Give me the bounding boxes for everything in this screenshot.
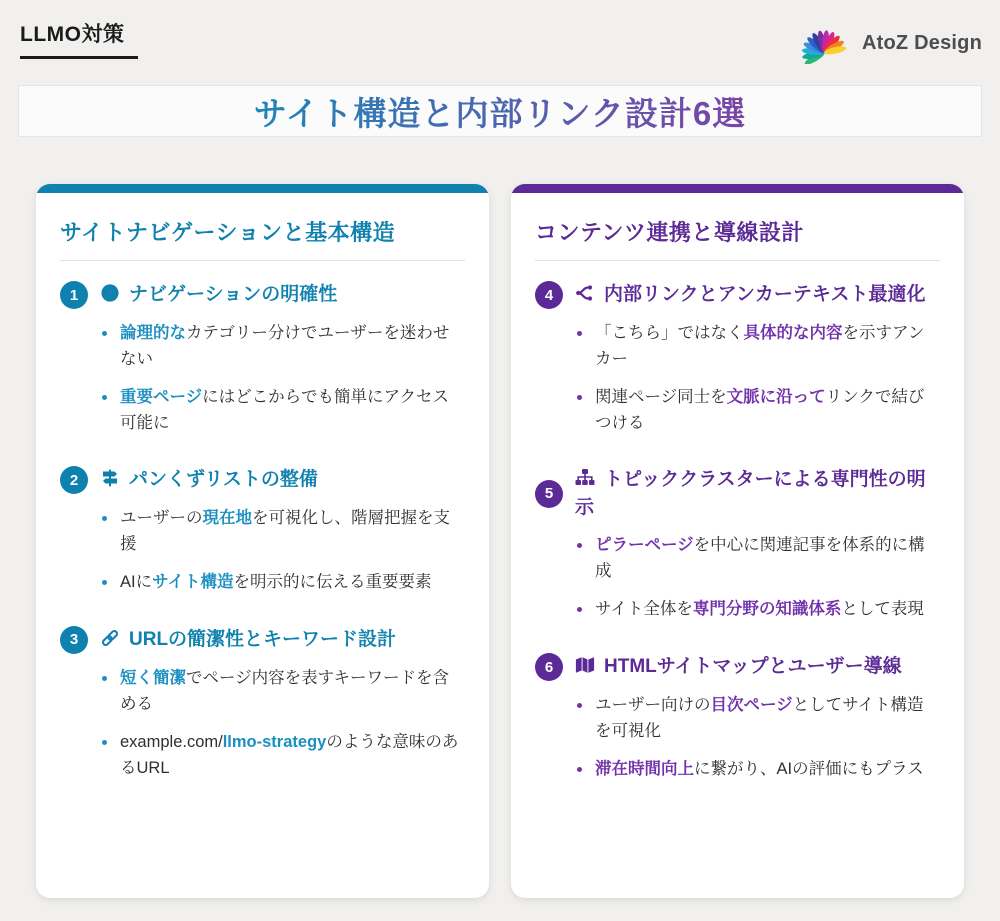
list-item-3: [60, 626, 465, 781]
card-heading: コンテンツ連携と導線設計: [535, 220, 804, 245]
page-title: サイト構造と内部リンク設計6選: [254, 88, 746, 135]
bullet-text: AIにサイト構造を明示的に伝える重要要素: [120, 573, 432, 592]
divider: [60, 260, 465, 261]
bullet-dot: [577, 395, 582, 400]
bullet-dot: [102, 331, 107, 336]
fan-logo-icon: [800, 18, 854, 69]
item-head: [535, 281, 940, 309]
bullet-dot: [102, 676, 107, 681]
bullet-dot: [577, 607, 582, 612]
card-body: [36, 193, 489, 818]
item-number-badge: 2: [60, 466, 88, 494]
bullet-dot: [102, 516, 107, 521]
bullet-list: [577, 693, 940, 783]
item-title: HTMLサイトマップとユーザー導線: [575, 653, 902, 681]
item-title: ナビゲーションの明確性: [100, 281, 337, 309]
bullet-dot: [102, 395, 107, 400]
signpost-icon: [100, 469, 129, 490]
card-content-linking: [511, 184, 964, 898]
divider: [535, 260, 940, 261]
card-body: [511, 193, 964, 820]
bullet-text: 滞在時間向上に繋がり、AIの評価にもプラス: [595, 760, 924, 779]
list-item-5: [535, 466, 940, 623]
bullet-text: ユーザーの現在地を可視化し、階層把握を支援: [120, 509, 450, 553]
bullet-dot: [577, 767, 582, 772]
item-head: [60, 626, 465, 654]
list-item-4: [535, 281, 940, 436]
item-title: URLの簡潔性とキーワード設計: [100, 626, 396, 654]
item-number-badge: 4: [535, 281, 563, 309]
bullet-item: [102, 506, 465, 557]
bullet-item: [577, 321, 940, 372]
content-columns: [36, 184, 964, 898]
bullet-dot: [577, 331, 582, 336]
bullet-list: [102, 666, 465, 781]
bullet-list: [577, 321, 940, 436]
title-banner: [18, 85, 982, 137]
bullet-item: [577, 385, 940, 436]
bullet-text: 論理的なカテゴリー分けでユーザーを迷わせない: [120, 324, 450, 368]
bullet-dot: [577, 543, 582, 548]
bullet-list: [102, 506, 465, 596]
item-title: 内部リンクとアンカーテキスト最適化: [575, 281, 925, 309]
item-head: [535, 653, 940, 681]
bullet-text: 重要ページにはどこからでも簡単にアクセス可能に: [120, 388, 450, 432]
item-title: トピッククラスターによる専門性の明示: [575, 469, 926, 518]
item-title: パンくずリストの整備: [100, 466, 318, 494]
bullet-item: [577, 597, 940, 623]
bullet-dot: [102, 740, 107, 745]
bullet-text: 「こちら」ではなく具体的な内容を示すアンカー: [595, 324, 925, 368]
branch-icon: [575, 284, 604, 305]
item-number-badge: 5: [535, 480, 563, 508]
sitemap-icon: [575, 469, 604, 490]
card-site-navigation: [36, 184, 489, 898]
bullet-text: サイト全体を専門分野の知識体系として表現: [595, 600, 924, 619]
item-head: [535, 466, 940, 521]
bullet-dot: [577, 703, 582, 708]
page-header: [0, 0, 1000, 62]
bullet-item: [102, 666, 465, 717]
list-item-2: [60, 466, 465, 596]
card-heading: サイトナビゲーションと基本構造: [60, 220, 396, 245]
bullet-item: [577, 693, 940, 744]
bullet-text: example.com/llmo-strategyのような意味のあるURL: [120, 733, 459, 777]
bullet-item: [102, 730, 465, 781]
list-item-1: [60, 281, 465, 436]
item-number-badge: 3: [60, 626, 88, 654]
bullet-text: ピラーページを中心に関連記事を体系的に構成: [595, 536, 925, 580]
bullet-text: 関連ページ同士を文脈に沿ってリンクで結びつける: [595, 388, 925, 432]
map-icon: [575, 656, 604, 677]
item-number-badge: 6: [535, 653, 563, 681]
card-accent-bar: [36, 184, 489, 193]
bullet-text: 短く簡潔でページ内容を表すキーワードを含める: [120, 668, 450, 713]
bullet-item: [577, 533, 940, 584]
bullet-item: [102, 570, 465, 596]
item-head: [60, 281, 465, 309]
brand-logo: [800, 18, 982, 69]
item-number-badge: 1: [60, 281, 88, 309]
brand-name: AtoZ Design: [862, 32, 982, 54]
compass-icon: [100, 284, 129, 305]
tag-label: LLMO対策: [20, 16, 138, 59]
item-head: [60, 466, 465, 494]
bullet-item: [577, 757, 940, 783]
card-accent-bar: [511, 184, 964, 193]
bullet-list: [102, 321, 465, 436]
bullet-text: ユーザー向けの目次ページとしてサイト構造を可視化: [595, 696, 924, 740]
bullet-dot: [102, 580, 107, 585]
bullet-item: [102, 321, 465, 372]
link-icon: [100, 629, 129, 650]
list-item-6: [535, 653, 940, 783]
bullet-list: [577, 533, 940, 623]
bullet-item: [102, 385, 465, 436]
